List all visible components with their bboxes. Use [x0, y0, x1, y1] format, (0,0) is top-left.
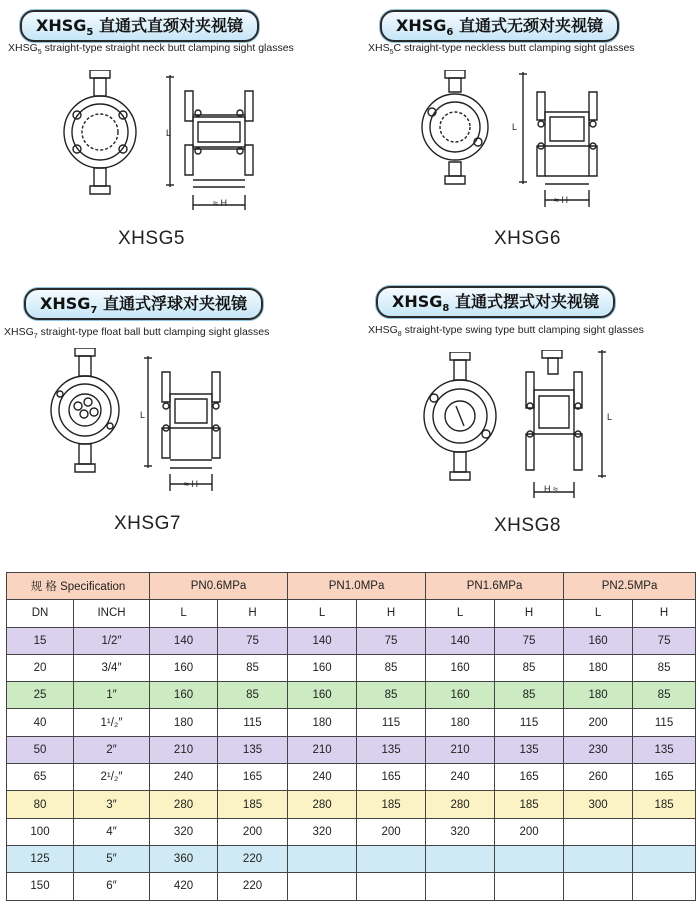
xhsg5-front-view	[55, 70, 145, 195]
l-value-cell: 210	[426, 736, 495, 763]
table-row	[7, 654, 696, 681]
h-value-cell: 75	[633, 627, 696, 654]
h-value-cell: 135	[357, 736, 426, 763]
table-row	[7, 709, 696, 736]
l-value-cell	[288, 845, 357, 872]
xhsg6-h-label: ≈ H	[554, 195, 568, 205]
h-value-cell: 85	[218, 654, 288, 681]
dn-cell: 100	[7, 818, 74, 845]
model-label-xhsg7: XHSG7	[114, 513, 181, 534]
subheader-cell: H	[633, 600, 696, 627]
subtitle-xhsg5: $XHSG_5$ straight-type straight neck butt clamping sight glasses	[8, 42, 294, 57]
h-value-cell: 185	[357, 791, 426, 818]
h-value-cell: 200	[218, 818, 288, 845]
pressure-header-cell: PN1.6MPa	[426, 573, 564, 600]
inch-cell: 2″	[74, 736, 150, 763]
l-value-cell	[426, 845, 495, 872]
model-label-xhsg6: XHSG6	[494, 228, 561, 249]
h-value-cell: 165	[218, 764, 288, 791]
h-value-cell: 85	[633, 654, 696, 681]
l-value-cell: 160	[288, 654, 357, 681]
l-value-cell: 280	[150, 791, 218, 818]
h-value-cell: 185	[495, 791, 564, 818]
xhsg5-side-view	[160, 75, 270, 215]
subheader-cell: L	[150, 600, 218, 627]
xhsg7-h-label: ≈ H	[184, 479, 198, 489]
dn-cell: 25	[7, 682, 74, 709]
h-value-cell	[357, 845, 426, 872]
h-value-cell: 85	[218, 682, 288, 709]
l-value-cell: 180	[150, 709, 218, 736]
xhsg6-l-label: L	[512, 122, 518, 132]
l-value-cell: 140	[150, 627, 218, 654]
h-value-cell: 200	[495, 818, 564, 845]
subtitle-xhsg8: $XHSG_8$ straight-type swing type butt clamping sight glasses	[368, 324, 644, 339]
xhsg7-front-view	[40, 348, 130, 473]
dn-cell: 125	[7, 845, 74, 872]
h-value-cell: 85	[357, 682, 426, 709]
inch-cell: 6″	[74, 873, 150, 900]
table-row	[7, 764, 696, 791]
xhsg8-l-label: L	[607, 412, 613, 422]
l-value-cell: 140	[426, 627, 495, 654]
xhsg7-side-view	[140, 356, 240, 496]
l-value-cell: 260	[564, 764, 633, 791]
table-subheader-row	[7, 600, 696, 627]
dn-cell: 15	[7, 627, 74, 654]
h-value-cell: 75	[218, 627, 288, 654]
table-row	[7, 818, 696, 845]
spec-header-cell: 规 格 Specification	[7, 573, 150, 600]
h-value-cell: 85	[633, 682, 696, 709]
h-value-cell	[495, 845, 564, 872]
l-value-cell: 280	[426, 791, 495, 818]
h-value-cell: 220	[218, 845, 288, 872]
inch-cell: 1″	[74, 682, 150, 709]
h-value-cell: 115	[495, 709, 564, 736]
subheader-cell: H	[357, 600, 426, 627]
inch-cell: 4″	[74, 818, 150, 845]
xhsg8-h-label: H ≈	[544, 484, 558, 494]
xhsg5-l-label: L	[166, 128, 172, 138]
l-value-cell: 230	[564, 736, 633, 763]
xhsg5-h-label: ≈ H	[213, 198, 227, 208]
h-value-cell: 135	[633, 736, 696, 763]
h-value-cell: 115	[357, 709, 426, 736]
h-value-cell	[633, 845, 696, 872]
xhsg6-side-view	[515, 72, 615, 212]
l-value-cell: 160	[150, 682, 218, 709]
l-value-cell: 160	[426, 654, 495, 681]
l-value-cell: 280	[288, 791, 357, 818]
dn-cell: 80	[7, 791, 74, 818]
inch-cell: 1¹/₂″	[74, 709, 150, 736]
subheader-cell: H	[218, 600, 288, 627]
dn-cell: 150	[7, 873, 74, 900]
subtitle-xhsg7: $XHSG_7$ straight-type float ball butt clamping sight glasses	[4, 326, 270, 341]
dn-cell: 40	[7, 709, 74, 736]
l-value-cell: 160	[288, 682, 357, 709]
h-value-cell	[633, 818, 696, 845]
l-value-cell: 180	[564, 654, 633, 681]
pressure-header-cell: PN2.5MPa	[564, 573, 696, 600]
h-value-cell: 165	[495, 764, 564, 791]
inch-cell: 3″	[74, 791, 150, 818]
h-value-cell: 135	[495, 736, 564, 763]
xhsg7-l-label: L	[140, 410, 146, 420]
l-value-cell	[564, 845, 633, 872]
l-value-cell: 300	[564, 791, 633, 818]
l-value-cell: 210	[288, 736, 357, 763]
title-xhsg7: $XHSG_7$ 直通式浮球对夹视镜	[24, 288, 263, 320]
table-row	[7, 845, 696, 872]
l-value-cell	[564, 818, 633, 845]
h-value-cell: 85	[357, 654, 426, 681]
table-row	[7, 682, 696, 709]
specification-table	[6, 572, 696, 901]
h-value-cell: 220	[218, 873, 288, 900]
h-value-cell: 85	[495, 682, 564, 709]
l-value-cell: 160	[564, 627, 633, 654]
h-value-cell: 185	[218, 791, 288, 818]
l-value-cell: 240	[426, 764, 495, 791]
h-value-cell: 75	[357, 627, 426, 654]
title-xhsg5: $XHSG_5$ 直通式直颈对夹视镜	[20, 10, 259, 42]
h-value-cell: 165	[633, 764, 696, 791]
h-value-cell: 185	[633, 791, 696, 818]
subheader-cell: H	[495, 600, 564, 627]
inch-cell: 2¹/₂″	[74, 764, 150, 791]
h-value-cell: 85	[495, 654, 564, 681]
h-value-cell: 115	[218, 709, 288, 736]
pressure-header-cell: PN0.6MPa	[150, 573, 288, 600]
dn-cell: 65	[7, 764, 74, 791]
subheader-cell: INCH	[74, 600, 150, 627]
subheader-cell: DN	[7, 600, 74, 627]
title-xhsg8: $XHSG_8$ 直通式摆式对夹视镜	[376, 286, 615, 318]
l-value-cell: 140	[288, 627, 357, 654]
l-value-cell: 320	[150, 818, 218, 845]
l-value-cell: 240	[150, 764, 218, 791]
table-row	[7, 627, 696, 654]
dn-cell: 20	[7, 654, 74, 681]
inch-cell: 3/4″	[74, 654, 150, 681]
h-value-cell: 115	[633, 709, 696, 736]
l-value-cell: 160	[426, 682, 495, 709]
l-value-cell: 320	[426, 818, 495, 845]
l-value-cell: 200	[564, 709, 633, 736]
table-row	[7, 791, 696, 818]
h-value-cell: 165	[357, 764, 426, 791]
l-value-cell: 180	[564, 682, 633, 709]
inch-cell: 5″	[74, 845, 150, 872]
l-value-cell: 160	[150, 654, 218, 681]
h-value-cell: 75	[495, 627, 564, 654]
l-value-cell: 180	[288, 709, 357, 736]
model-label-xhsg5: XHSG5	[118, 228, 185, 249]
subheader-cell: L	[288, 600, 357, 627]
l-value-cell: 420	[150, 873, 218, 900]
xhsg8-front-view	[410, 352, 510, 482]
subtitle-xhsg6: $XHS_5C$ straight-type neckless butt clamping sight glasses	[368, 42, 635, 57]
l-value-cell: 210	[150, 736, 218, 763]
l-value-cell: 180	[426, 709, 495, 736]
h-value-cell: 200	[357, 818, 426, 845]
table-body	[7, 627, 696, 900]
l-value-cell: 320	[288, 818, 357, 845]
title-xhsg6: $XHSG_6$ 直通式无颈对夹视镜	[380, 10, 619, 42]
l-value-cell: 240	[288, 764, 357, 791]
xhsg8-side-view	[512, 350, 617, 500]
pressure-header-cell: PN1.0MPa	[288, 573, 426, 600]
h-value-cell: 135	[218, 736, 288, 763]
xhsg6-front-view	[410, 70, 500, 185]
l-value-cell: 360	[150, 845, 218, 872]
subheader-cell: L	[426, 600, 495, 627]
table-row	[7, 736, 696, 763]
subheader-cell: L	[564, 600, 633, 627]
inch-cell: 1/2″	[74, 627, 150, 654]
table-header-row	[7, 573, 696, 600]
dn-cell: 50	[7, 736, 74, 763]
model-label-xhsg8: XHSG8	[494, 515, 561, 536]
